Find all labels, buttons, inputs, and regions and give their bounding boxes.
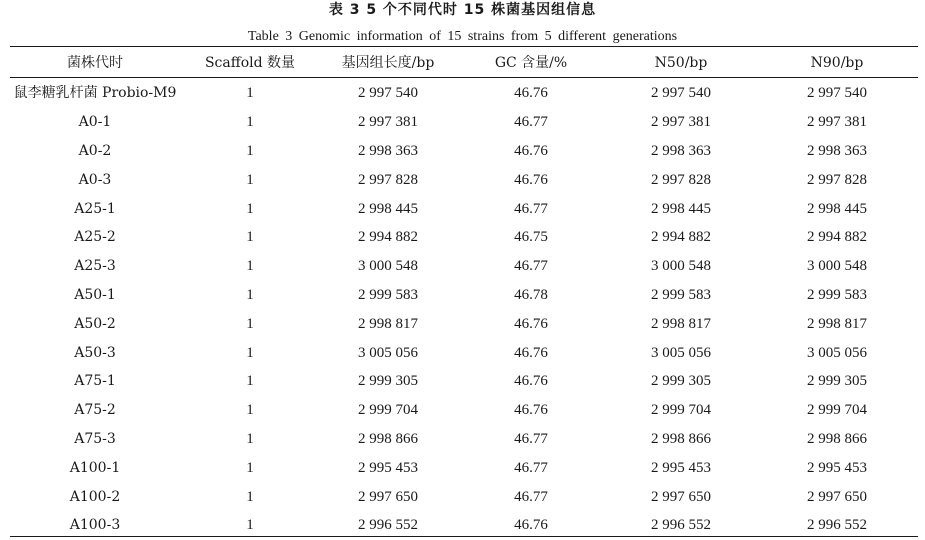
cell-scaffold-count: 1 bbox=[246, 286, 254, 303]
cell-strain: 鼠李糖乳杆菌 Probio-M9 bbox=[13, 85, 177, 102]
cell-n90: 2 994 882 bbox=[807, 229, 867, 246]
cell-gc-content: 46.76 bbox=[514, 402, 548, 419]
cell-scaffold-count: 1 bbox=[246, 402, 254, 419]
cell-genome-length: 3 005 056 bbox=[358, 344, 418, 361]
header-row bbox=[10, 49, 918, 77]
cell-n90: 2 995 453 bbox=[807, 459, 867, 476]
cell-gc-content: 46.76 bbox=[514, 315, 548, 332]
cell-gc-content: 46.76 bbox=[514, 373, 548, 390]
cell-genome-length: 2 999 704 bbox=[358, 402, 418, 419]
cell-n50: 2 998 363 bbox=[651, 142, 711, 159]
cell-strain: A50-3 bbox=[74, 344, 116, 361]
genome-info-table bbox=[10, 49, 918, 540]
cell-scaffold-count: 1 bbox=[246, 373, 254, 390]
cell-gc-content: 46.76 bbox=[514, 142, 548, 159]
header-genome-length: 基因组长度/bp bbox=[341, 55, 435, 71]
cell-scaffold-count: 1 bbox=[246, 229, 254, 246]
cell-genome-length: 2 997 540 bbox=[358, 85, 418, 102]
table-row bbox=[10, 223, 918, 252]
cell-scaffold-count: 1 bbox=[246, 315, 254, 332]
cell-n90: 2 997 828 bbox=[807, 171, 867, 188]
cell-genome-length: 2 995 453 bbox=[358, 459, 418, 476]
table-body bbox=[10, 77, 918, 540]
cell-strain: A0-1 bbox=[78, 114, 112, 131]
table-row bbox=[10, 425, 918, 454]
cell-gc-content: 46.76 bbox=[514, 85, 548, 102]
cell-genome-length: 2 999 305 bbox=[358, 373, 418, 390]
cell-gc-content: 46.77 bbox=[514, 488, 548, 505]
table-title-chinese: 表 3 5 个不同代时 15 株菌基因组信息 bbox=[328, 2, 597, 18]
cell-n90: 2 999 704 bbox=[807, 402, 867, 419]
cell-gc-content: 46.77 bbox=[514, 258, 548, 275]
cell-strain: A75-3 bbox=[74, 430, 116, 447]
cell-genome-length: 2 996 552 bbox=[358, 517, 418, 534]
cell-n50: 2 997 540 bbox=[651, 85, 711, 102]
cell-genome-length: 2 994 882 bbox=[358, 229, 418, 246]
cell-genome-length: 2 997 828 bbox=[358, 171, 418, 188]
cell-n90: 2 999 305 bbox=[807, 373, 867, 390]
cell-n50: 2 994 882 bbox=[651, 229, 711, 246]
table-row bbox=[10, 108, 918, 137]
header-scaffold-count: Scaffold 数量 bbox=[204, 55, 296, 71]
cell-strain: A100-3 bbox=[69, 517, 121, 534]
cell-n50: 2 997 381 bbox=[651, 114, 711, 131]
table-row bbox=[10, 281, 918, 310]
cell-n90: 2 997 381 bbox=[807, 114, 867, 131]
cell-strain: A0-2 bbox=[78, 142, 112, 159]
cell-scaffold-count: 1 bbox=[246, 171, 254, 188]
cell-genome-length: 2 998 866 bbox=[358, 430, 418, 447]
cell-n90: 3 000 548 bbox=[807, 258, 867, 275]
table-row bbox=[10, 367, 918, 396]
cell-strain: A75-2 bbox=[74, 402, 116, 419]
table-row bbox=[10, 453, 918, 482]
cell-strain: A25-1 bbox=[74, 200, 116, 217]
cell-n50: 2 997 650 bbox=[651, 488, 711, 505]
cell-genome-length: 2 999 583 bbox=[358, 286, 418, 303]
cell-n90: 2 997 650 bbox=[807, 488, 867, 505]
cell-strain: A50-2 bbox=[74, 315, 116, 332]
cell-scaffold-count: 1 bbox=[246, 430, 254, 447]
table-top-rule bbox=[10, 46, 918, 47]
table-row bbox=[10, 338, 918, 367]
header-n50: N50/bp bbox=[654, 55, 708, 71]
cell-scaffold-count: 1 bbox=[246, 200, 254, 217]
cell-strain: A25-3 bbox=[74, 258, 116, 275]
header-n90: N90/bp bbox=[810, 55, 864, 71]
table-row bbox=[10, 482, 918, 511]
cell-n50: 3 005 056 bbox=[651, 344, 711, 361]
cell-n90: 2 997 540 bbox=[807, 85, 867, 102]
header-strain-generation: 菌株代时 bbox=[67, 55, 123, 71]
cell-n50: 2 998 445 bbox=[651, 200, 711, 217]
cell-n50: 2 999 704 bbox=[651, 402, 711, 419]
table-row bbox=[10, 396, 918, 425]
table-title-english: Table 3 Genomic information of 15 strains from 5 different generations bbox=[247, 29, 678, 44]
cell-gc-content: 46.77 bbox=[514, 114, 548, 131]
cell-n90: 3 005 056 bbox=[807, 344, 867, 361]
cell-n50: 2 995 453 bbox=[651, 459, 711, 476]
cell-scaffold-count: 1 bbox=[246, 344, 254, 361]
cell-gc-content: 46.77 bbox=[514, 459, 548, 476]
cell-strain: A0-3 bbox=[78, 171, 112, 188]
cell-scaffold-count: 1 bbox=[246, 459, 254, 476]
table-header bbox=[10, 49, 918, 77]
cell-n90: 2 998 817 bbox=[807, 315, 867, 332]
cell-genome-length: 3 000 548 bbox=[358, 258, 418, 275]
cell-n50: 3 000 548 bbox=[651, 258, 711, 275]
cell-strain: A100-1 bbox=[69, 459, 121, 476]
cell-n50: 2 996 552 bbox=[651, 517, 711, 534]
cell-n50: 2 997 828 bbox=[651, 171, 711, 188]
cell-n90: 2 999 583 bbox=[807, 286, 867, 303]
cell-genome-length: 2 998 817 bbox=[358, 315, 418, 332]
header-gc-content: GC 含量/% bbox=[494, 55, 568, 71]
cell-n90: 2 998 363 bbox=[807, 142, 867, 159]
cell-n50: 2 999 583 bbox=[651, 286, 711, 303]
cell-genome-length: 2 997 650 bbox=[358, 488, 418, 505]
cell-strain: A100-2 bbox=[69, 488, 121, 505]
table-row bbox=[10, 309, 918, 338]
table-row bbox=[10, 77, 918, 108]
cell-n50: 2 999 305 bbox=[651, 373, 711, 390]
cell-scaffold-count: 1 bbox=[246, 114, 254, 131]
table-row bbox=[10, 194, 918, 223]
cell-n90: 2 998 445 bbox=[807, 200, 867, 217]
cell-gc-content: 46.75 bbox=[514, 229, 548, 246]
table-row bbox=[10, 165, 918, 194]
cell-strain: A25-2 bbox=[74, 229, 116, 246]
cell-gc-content: 46.76 bbox=[514, 344, 548, 361]
cell-n50: 2 998 866 bbox=[651, 430, 711, 447]
cell-n90: 2 998 866 bbox=[807, 430, 867, 447]
cell-strain: A50-1 bbox=[74, 286, 116, 303]
cell-scaffold-count: 1 bbox=[246, 85, 254, 102]
cell-gc-content: 46.77 bbox=[514, 430, 548, 447]
cell-scaffold-count: 1 bbox=[246, 488, 254, 505]
cell-scaffold-count: 1 bbox=[246, 258, 254, 275]
cell-strain: A75-1 bbox=[74, 373, 116, 390]
cell-n90: 2 996 552 bbox=[807, 517, 867, 534]
cell-genome-length: 2 998 363 bbox=[358, 142, 418, 159]
cell-gc-content: 46.78 bbox=[514, 286, 548, 303]
cell-gc-content: 46.77 bbox=[514, 200, 548, 217]
cell-gc-content: 46.76 bbox=[514, 517, 548, 534]
cell-scaffold-count: 1 bbox=[246, 142, 254, 159]
cell-genome-length: 2 998 445 bbox=[358, 200, 418, 217]
cell-genome-length: 2 997 381 bbox=[358, 114, 418, 131]
cell-n50: 2 998 817 bbox=[651, 315, 711, 332]
table-row bbox=[10, 252, 918, 281]
cell-gc-content: 46.76 bbox=[514, 171, 548, 188]
table-row bbox=[10, 137, 918, 166]
table-row bbox=[10, 511, 918, 540]
cell-scaffold-count: 1 bbox=[246, 517, 254, 534]
